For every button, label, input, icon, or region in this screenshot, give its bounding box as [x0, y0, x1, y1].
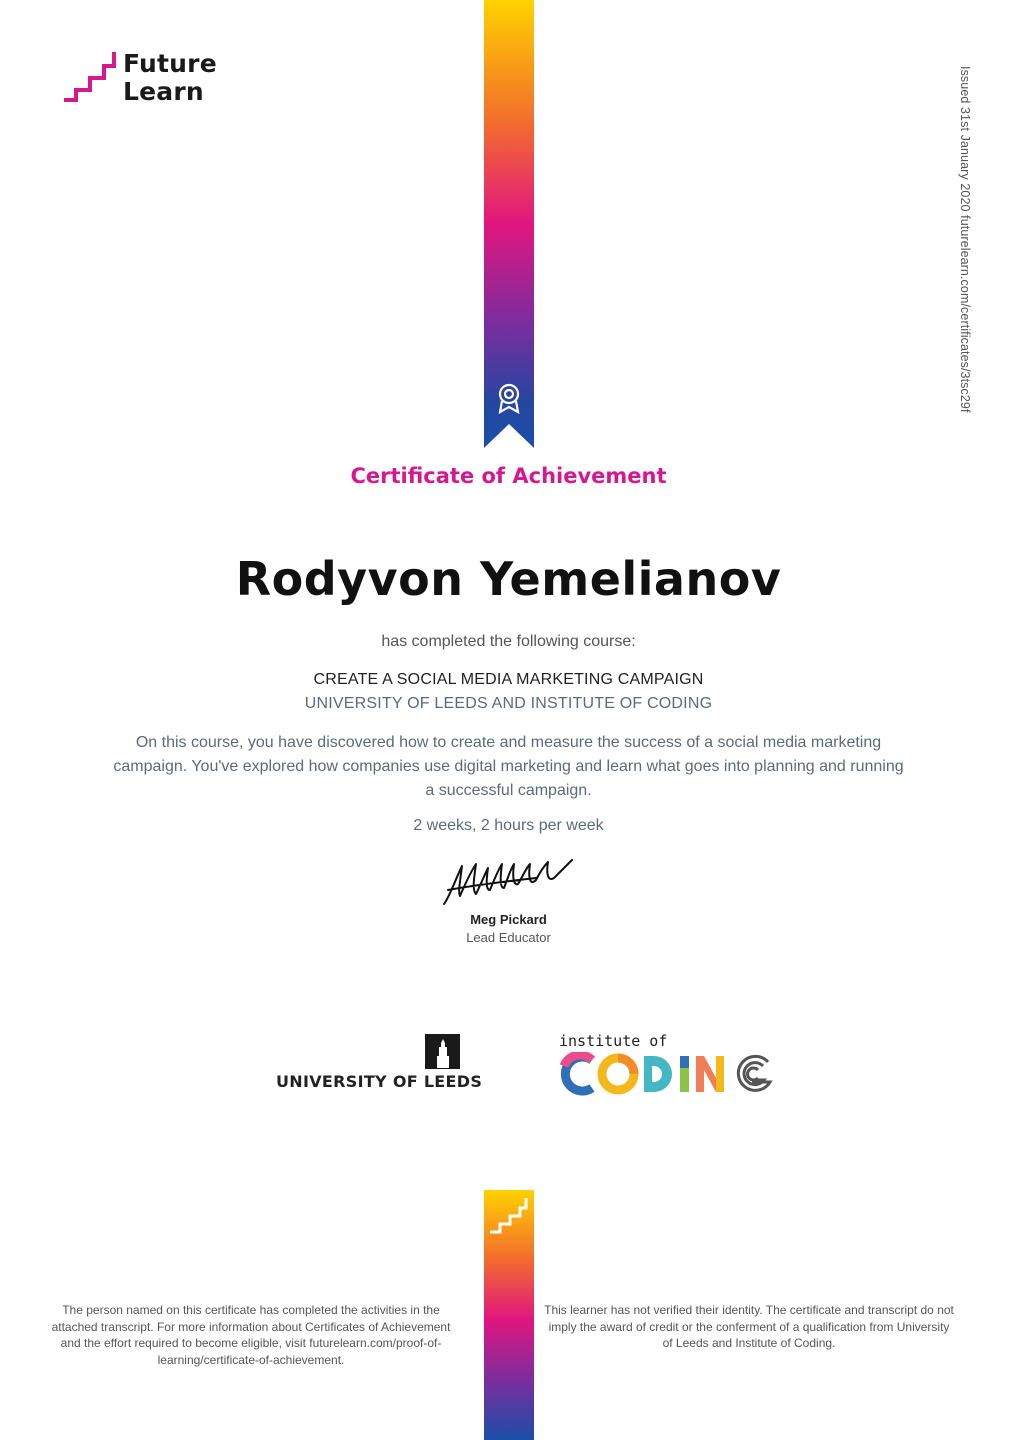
- staircase-logo-icon: [62, 50, 122, 106]
- leeds-tower-icon: [425, 1034, 460, 1069]
- footnote-left: The person named on this certificate has completed the activities in the attached transcript. For more information about Certificates of Achievement and the effort required to become eligible, visit futurelearn.com/proof-of-learning/certificate-of-achievement.: [51, 1303, 451, 1367]
- learner-name: Rodyvon Yemelianov: [235, 552, 782, 606]
- course-institutions: UNIVERSITY OF LEEDS AND INSTITUTE OF CODING: [304, 695, 713, 712]
- leeds-wordmark: UNIVERSITY OF LEEDS: [276, 1072, 483, 1091]
- issued-date-and-url: Issued 31st January 2020 futurelearn.com/certificates/3tsc29f: [958, 66, 972, 413]
- course-name: CREATE A SOCIAL MEDIA MARKETING CAMPAIGN: [313, 671, 704, 688]
- educator-role: Lead Educator: [466, 930, 551, 945]
- completed-text: has completed the following course:: [381, 633, 636, 650]
- futurelearn-logo: [62, 50, 222, 106]
- university-of-leeds-logo: [274, 1034, 483, 1094]
- course-duration: 2 weeks, 2 hours per week: [413, 817, 604, 834]
- logo-word-future: Future: [123, 49, 217, 78]
- issued-info: [958, 66, 988, 446]
- signature-image: [440, 856, 578, 908]
- logo-word-learn: Learn: [123, 77, 204, 106]
- footnote-right: This learner has not verified their identity. The certificate and transcript do not imply the award of credit or the conferment of a qualification from University of Leeds and Institute of Coding.: [544, 1303, 954, 1350]
- educator-name: Meg Pickard: [470, 912, 547, 927]
- ribbon-banner-top: [484, 0, 534, 448]
- ribbon-banner-bottom: [484, 1190, 534, 1440]
- institute-of-coding-logo: [556, 1032, 786, 1096]
- certificate-title: Certificate of Achievement: [350, 464, 667, 488]
- ioc-wordmark-top: institute of: [559, 1032, 668, 1050]
- coding-lettering-icon: [556, 1052, 786, 1096]
- course-description: On this course, you have discovered how to create and measure the success of a social media marketing campaign. You've explored how companies use digital marketing and learn what goes into planning and running a successful campaign.: [113, 734, 904, 799]
